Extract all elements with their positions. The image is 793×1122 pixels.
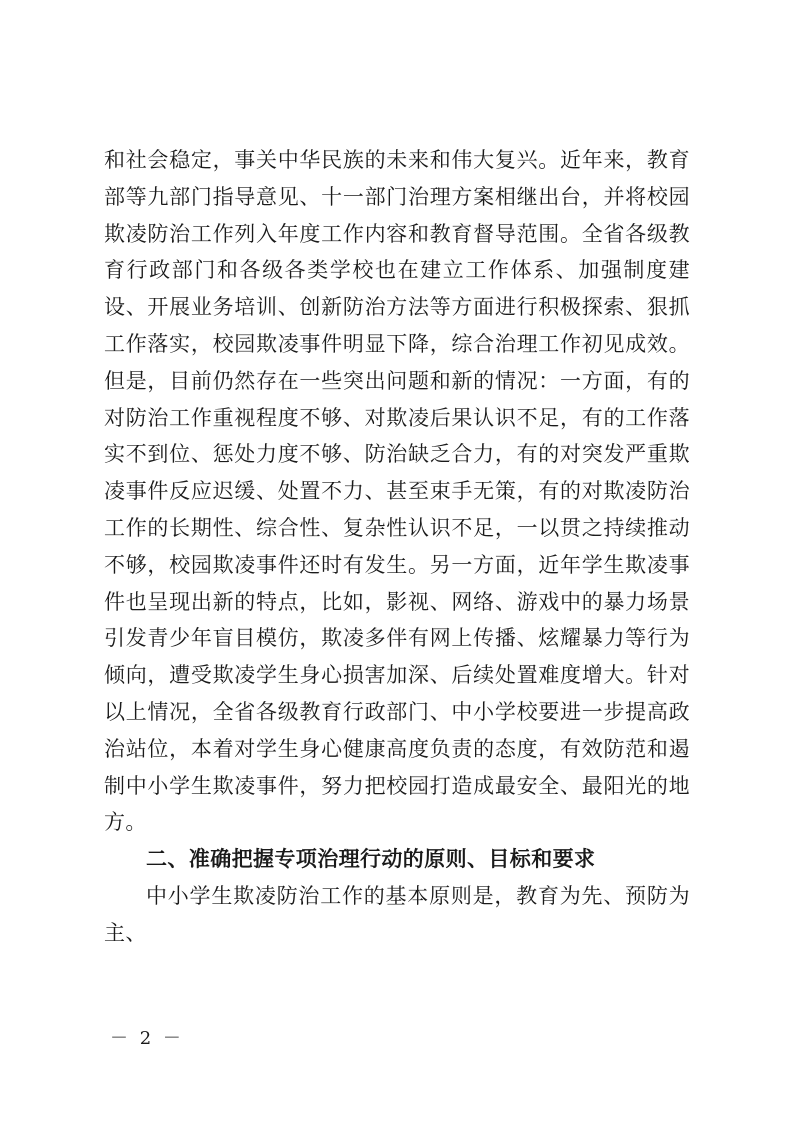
section-heading: 二、准确把握专项治理行动的原则、目标和要求 bbox=[146, 847, 596, 872]
body-paragraph-continued: 中小学生欺凌防治工作的基本原则是，教育为先、预防为主、 bbox=[104, 883, 690, 945]
document-body bbox=[104, 142, 690, 952]
page-number: － 2 － bbox=[110, 1028, 184, 1049]
body-paragraph: 和社会稳定，事关中华民族的未来和伟大复兴。近年来，教育部等九部门指导意见、十一部门治理方案相继出台，并将校园欺凌防治工作列入年度工作内容和教育督导范围。全省各级教育行政部门和各级各类学校也在建立工作体系、加强制度建设、开展业务培训、创新防治方法等方面进行积极探索、狠抓工作落实，校园欺凌事件明显下降，综合治理工作初见成效。但是，目前仍然存在一些突出问题和新的情况：一方面，有的对防治工作重视程度不够、对欺凌后果认识不足，有的工作落实不到位、惩处力度不够、防治缺乏合力，有的对突发严重欺凌事件反应迟缓、处置不力、甚至束手无策，有的对欺凌防治工作的长期性、综合性、复杂性认识不足，一以贯之持续推动不够，校园欺凌事件还时有发生。另一方面，近年学生欺凌事件也呈现出新的特点，比如，影视、网络、游戏中的暴力场景引发青少年盲目模仿，欺凌多伴有网上传播、炫耀暴力等行为倾向，遭受欺凌学生身心损害加深、后续处置难度增大。针对以上情况，全省各级教育行政部门、中小学校要进一步提高政治站位，本着对学生身心健康高度负责的态度，有效防范和遏制中小学生欺凌事件，努力把校园打造成最安全、最阳光的地方。 bbox=[104, 148, 690, 835]
